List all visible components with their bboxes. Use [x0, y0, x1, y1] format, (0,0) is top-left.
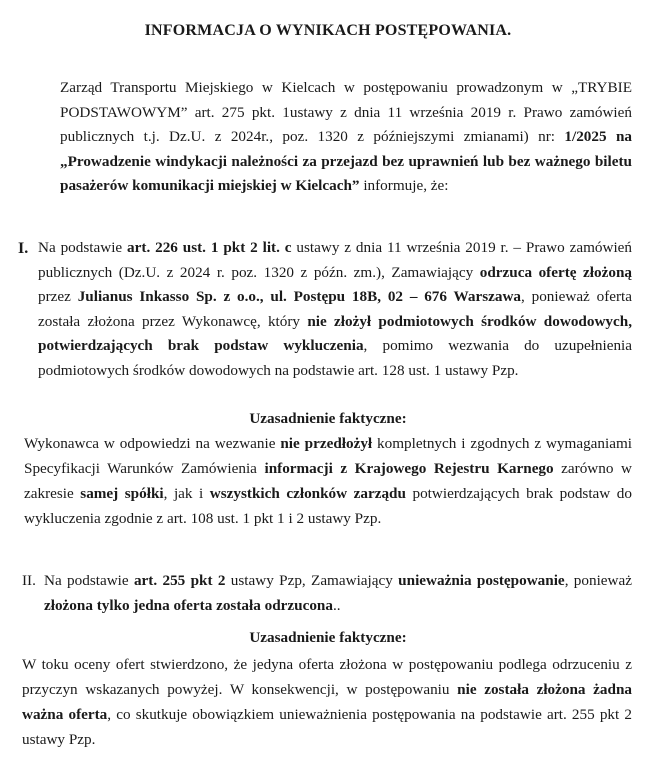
section-2-text: ustawy Pzp, Zamawiający: [225, 572, 399, 589]
intro-text-end: informuje, że:: [359, 177, 449, 195]
justification-emphasis: nie została złożona żadna ważna oferta: [22, 681, 632, 723]
justification-text: , co skutkuje obowiązkiem unieważnienia postępowania na podstawie art. 255 pkt 2 ustawy Pzp.: [22, 706, 632, 748]
section-2-number: II.: [22, 572, 36, 589]
section-1-contractor: Julianus Inkasso Sp. z o.o., ul. Postępu 18B, 02 – 676 Warszawa: [77, 288, 522, 306]
section-1-text: Na podstawie: [38, 239, 128, 256]
justification-emphasis: nie przedłożył: [280, 435, 373, 452]
section-2-text: ..: [332, 596, 341, 614]
intro-text: Zarząd Transportu Miejskiego w Kielcach w postępowaniu prowadzonym w „TRYBIE PODSTAWOWYM” art. 275 pkt. 1ustawy z dnia 11 września 2019 r. Prawo zamówień publicznych t.j. Dz.U. z 2024r., poz. 1320 z późniejszymi zmianami) nr:: [60, 79, 632, 146]
intro-subject: 1/2025 na „Prowadzenie windykacji należności za przejazd bez uprawnień lub bez ważnego biletu pasażerów komunikacji miejskiej w Kielcach”: [60, 128, 632, 195]
section-2-text: , ponieważ: [564, 572, 633, 589]
justification-emphasis: informacji z Krajowego Rejestru Karnego: [264, 460, 554, 477]
section-2-justification: [22, 652, 632, 752]
section-1-text: przez: [38, 288, 78, 306]
justification-emphasis: wszystkich członków zarządu: [209, 485, 406, 502]
justification-text: potwierdzających brak podstaw do wykluczenia zgodnie z art. 108 ust. 1 pkt 1 i 2 ustawy Pzp.: [24, 485, 632, 527]
justification-emphasis: samej spółki: [80, 485, 164, 502]
justification-text: W toku oceny ofert stwierdzono, że jedyna oferta złożona w postępowaniu podlega odrzuceniu z przyczyn wskazanych powyżej. W konsekwencji, w postępowaniu: [22, 656, 632, 698]
section-2-reason: złożona tylko jedna oferta została odrzucona: [44, 596, 333, 614]
section-1-paragraph: [38, 236, 632, 384]
section-2-legal-basis: art. 255 pkt 2: [133, 572, 226, 589]
section-1-justification-heading: Uzasadnienie faktyczne:: [249, 410, 407, 427]
section-1-legal-basis: art. 226 ust. 1 pkt 2 lit. c: [127, 239, 292, 256]
section-2-text: Na podstawie: [44, 572, 134, 589]
section-1-decision: odrzuca ofertę złożoną: [479, 263, 632, 281]
justification-text: kompletnych i zgodnych z wymaganiami Specyfikacji Warunków Zamówienia: [24, 435, 632, 477]
section-1-reason: nie złożył podmiotowych środków dowodowych, potwierdzających brak podstaw wykluczenia: [38, 312, 632, 355]
section-2-justification-heading: Uzasadnienie faktyczne:: [249, 629, 407, 646]
justification-text: zarówno w zakresie: [24, 460, 632, 502]
section-2-paragraph: [44, 569, 632, 618]
section-1-number: I.: [18, 240, 29, 257]
section-1-text: ustawy z dnia 11 września 2019 r. – Prawo zamówień publicznych (Dz.U. z 2024 r. poz. 1320 z późn. zm.), Zamawiający: [38, 239, 632, 281]
document-title: INFORMACJA O WYNIKACH POSTĘPOWANIA.: [144, 22, 512, 39]
section-1-justification: [24, 431, 632, 531]
justification-text: Wykonawca w odpowiedzi na wezwanie: [24, 435, 281, 452]
justification-text: , jak i: [163, 485, 210, 502]
section-2-decision: unieważnia postępowanie: [398, 572, 565, 589]
section-1-text: , ponieważ oferta została złożona przez Wykonawcę, który: [38, 288, 633, 330]
section-1-text: , pomimo wezwania do uzupełnienia podmiotowych środków dowodowych na podstawie art. 128 ust. 1 ustawy Pzp.: [38, 337, 633, 379]
intro-paragraph: [60, 76, 632, 199]
